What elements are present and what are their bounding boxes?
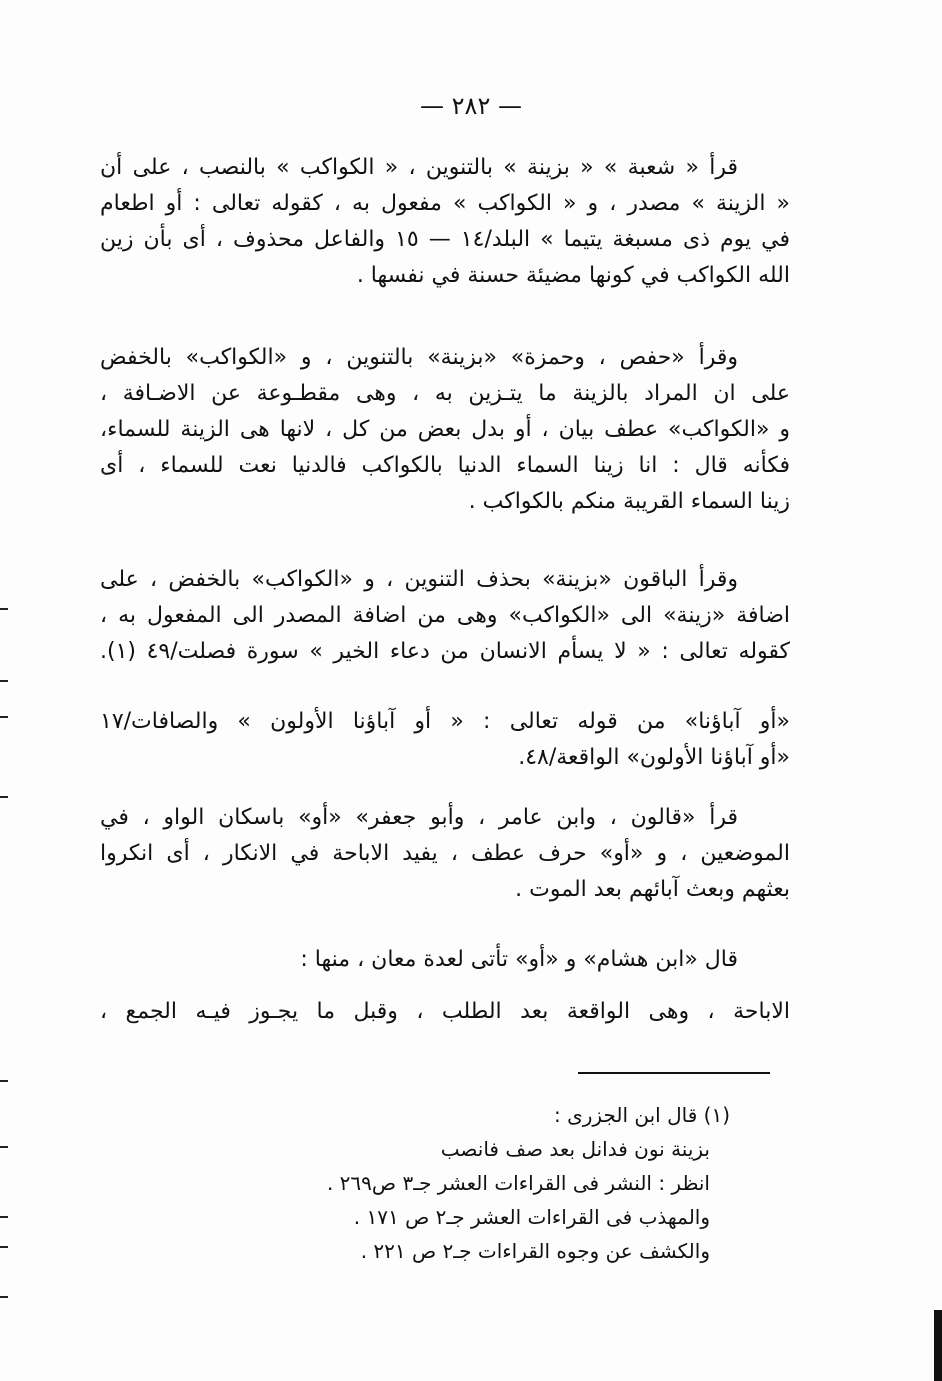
text-line: الموضعين ، و «أو» حرف عطف ، يفيد الاباحة في الانكار ، أى انكروا — [100, 841, 790, 866]
paragraph-qalun-reading — [100, 800, 790, 908]
text-line: الله الكواكب في كونها مضيئة حسنة في نفسها . — [356, 263, 790, 288]
text-line: قرأ « شعبة » « بزينة » بالتنوين ، « الكواكب » بالنصب ، على أن — [100, 155, 738, 180]
footnotes — [230, 1098, 730, 1268]
scan-margin-mark — [0, 680, 8, 682]
scan-edge-shadow — [934, 1310, 942, 1381]
scan-margin-mark — [0, 608, 8, 610]
text-line: اضافة «زينة» الى «الكواكب» وهى من اضافة المصدر الى المفعول به ، — [100, 603, 790, 628]
text-line: قرأ «قالون ، وابن عامر ، وأبو جعفر» «أو» باسكان الواو ، في — [100, 805, 738, 830]
paragraph-ibaha — [100, 994, 790, 1030]
text-line: على ان المراد بالزينة ما يتـزين به ، وهى مقطـوعة عن الاضـافة ، — [100, 381, 790, 406]
scan-margin-mark — [0, 1146, 8, 1148]
text-line: وقرأ الباقون «بزينة» بحذف التنوين ، و «الكواكب» بالخفض ، على — [100, 567, 738, 592]
paragraph-verse-reference — [100, 704, 790, 776]
footnote-line: والمهذب فى القراءات العشر جـ٢ ص ١٧١ . — [353, 1205, 710, 1229]
text-line: الاباحة ، وهى الواقعة بعد الطلب ، وقبل ما يجـوز فيـه الجمع ، — [100, 999, 790, 1024]
text-line: كقوله تعالى : « لا يسأم الانسان من دعاء الخير » سورة فصلت/٤٩ (١). — [100, 639, 790, 664]
footnote-line: (١) قال ابن الجزرى : — [554, 1103, 730, 1127]
footnote-line: والكشف عن وجوه القراءات جـ٢ ص ٢٢١ . — [360, 1239, 710, 1263]
text-line: «أو آباؤنا» من قوله تعالى : « أو آباؤنا الأولون » والصافات/١٧ — [100, 709, 790, 734]
text-line: «أو آباؤنا الأولون» الواقعة/٤٨. — [518, 745, 790, 770]
footnote-separator — [578, 1072, 770, 1074]
text-line: في يوم ذى مسبغة يتيما » البلد/١٤ — ١٥ والفاعل محذوف ، أى بأن زين — [100, 227, 790, 252]
page-number: — ٢٨٢ — — [420, 92, 522, 120]
scan-margin-mark — [0, 1246, 8, 1248]
text-line: و «الكواكب» عطف بيان ، أو بدل بعض من كل ، لانها هى الزينة للسماء، — [100, 417, 790, 442]
text-line: فكأنه قال : انا زينا السماء الدنيا بالكواكب فالدنيا نعت للسماء ، أى — [100, 453, 790, 478]
scan-margin-mark — [0, 1216, 8, 1218]
scan-margin-mark — [0, 1296, 8, 1298]
text-line: « الزينة » مصدر ، و « الكواكب » مفعول به ، كقوله تعالى : أو اطعام — [100, 191, 790, 216]
footnote-line: بزينة نون فدانل بعد صف فانصب — [440, 1137, 710, 1161]
text-line: بعثهم وبعث آبائهم بعد الموت . — [515, 877, 790, 902]
footnote-line: انظر : النشر فى القراءات العشر جـ٣ ص٢٦٩ . — [326, 1171, 710, 1195]
text-line: وقرأ «حفص ، وحمزة» «بزينة» بالتنوين ، و «الكواكب» بالخفض — [100, 345, 738, 370]
paragraph-ibn-hisham — [100, 942, 790, 978]
scan-margin-mark — [0, 716, 8, 718]
scan-margin-mark — [0, 796, 8, 798]
scan-margin-mark — [0, 1080, 8, 1082]
paragraph-hafs-hamza-reading — [100, 340, 790, 520]
text-line: زينا السماء القريبة منكم بالكواكب . — [468, 489, 790, 514]
text-line: قال «ابن هشام» و «أو» تأتى لعدة معان ، منها : — [300, 947, 738, 972]
paragraph-others-reading — [100, 562, 790, 670]
paragraph-shuba-reading — [100, 150, 790, 294]
